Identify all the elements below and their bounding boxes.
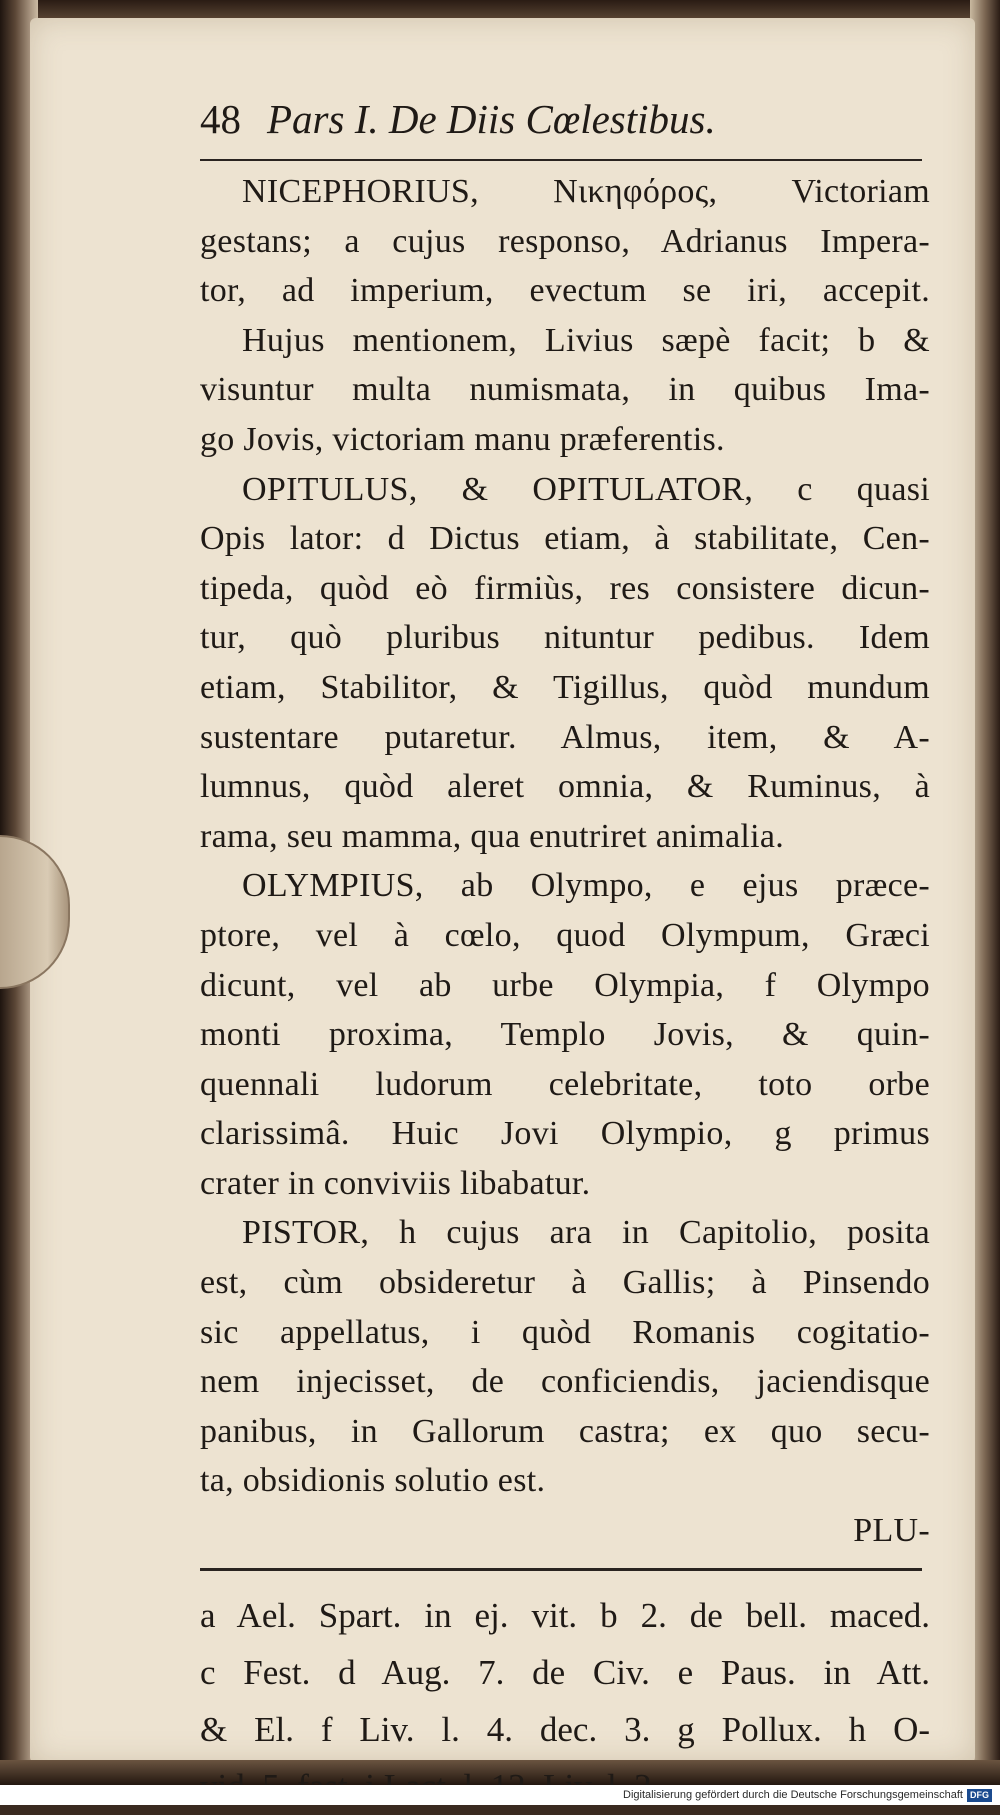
dfg-logo-icon: DFG (967, 1789, 992, 1802)
text-line: gestans; a cujus responso, Adrianus Impera- (200, 222, 930, 260)
text-line: OPITULUS, & OPITULATOR, c quasi (242, 470, 930, 508)
text-line: Hujus mentionem, Livius sæpè facit; b & (242, 321, 930, 359)
header-rule (200, 159, 922, 161)
text-line: clarissimâ. Huic Jovi Olympio, g primus (200, 1115, 930, 1153)
book-top-edge (0, 0, 1000, 20)
text-line: tur, quò pluribus nituntur pedibus. Idem (200, 619, 930, 657)
text-line: nem injecisset, de conficiendis, jaciendisque (200, 1363, 930, 1401)
text-line: sic appellatus, i quòd Romanis cogitatio- (200, 1313, 930, 1351)
text-line: lumnus, quòd aleret omnia, & Ruminus, à (200, 768, 930, 806)
text-line: go Jovis, victoriam manu præferentis. (200, 420, 725, 458)
text-line: dicunt, vel ab urbe Olympia, f Olympo (200, 966, 930, 1004)
text-line: PISTOR, h cujus ara in Capitolio, posita (242, 1214, 930, 1252)
text-line: crater in conviviis libabatur. (200, 1164, 591, 1202)
text-line: monti proxima, Templo Jovis, & quin- (200, 1016, 930, 1054)
text-line: sustentare putaretur. Almus, item, & A- (200, 718, 930, 756)
text-line: tor, ad imperium, evectum se iri, accepit. (200, 272, 930, 310)
catchword: PLU- (853, 1512, 930, 1550)
footnote-line: c Fest. d Aug. 7. de Civ. e Paus. in Att. (200, 1652, 930, 1692)
text-line: visuntur multa numismata, in quibus Ima- (200, 371, 930, 409)
text-line: etiam, Stabilitor, & Tigillus, quòd mundum (200, 668, 930, 706)
page-number: 48 (200, 96, 241, 142)
text-line: est, cùm obsideretur à Gallis; à Pinsendo (200, 1264, 930, 1302)
digitization-credit (623, 1787, 992, 1803)
text-line: rama, seu mamma, qua enutriret animalia. (200, 817, 785, 855)
text-line: OLYMPIUS, ab Olympo, e ejus præce- (242, 867, 930, 905)
page-text-block (200, 95, 930, 1815)
credit-text: Digitalisierung gefördert durch die Deutsche Forschungsgemeinschaft (623, 1789, 963, 1801)
running-header (200, 95, 930, 149)
text-line: quennali ludorum celebritate, toto orbe (200, 1065, 930, 1103)
footnote-line: a Ael. Spart. in ej. vit. b 2. de bell. maced. (200, 1595, 930, 1635)
footnote-rule (200, 1568, 922, 1571)
text-line: ptore, vel à cœlo, quod Olympum, Græci (200, 916, 930, 954)
text-line: ta, obsidionis solutio est. (200, 1462, 546, 1500)
footnote-line: & El. f Liv. l. 4. dec. 3. g Pollux. h O- (200, 1709, 930, 1749)
text-line: tipeda, quòd eò firmiùs, res consistere dicun- (200, 569, 930, 607)
text-line: NICEPHORIUS, Νικηφόρος, Victoriam (242, 173, 930, 210)
text-line: panibus, in Gallorum castra; ex quo secu- (200, 1412, 930, 1450)
running-title: Pars I. De Diis Cœlestibus. (267, 96, 716, 142)
text-line: Opis lator: d Dictus etiam, à stabilitate, Cen- (200, 520, 930, 558)
